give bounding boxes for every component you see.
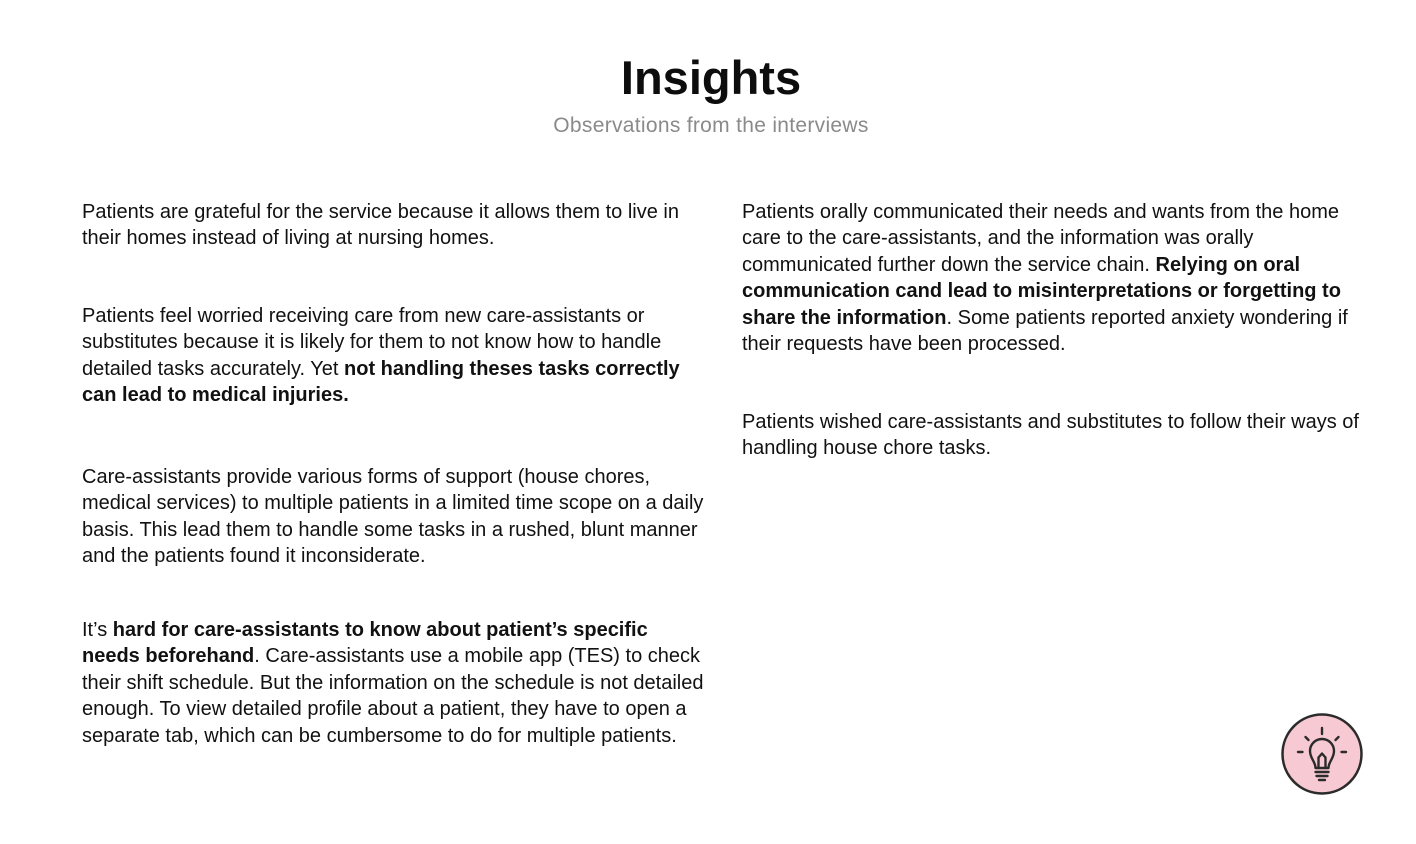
insight-badge	[1281, 713, 1363, 795]
insight-paragraph-5	[742, 199, 1372, 357]
insight-paragraph-3	[82, 464, 707, 570]
insight-paragraph-1	[82, 199, 707, 252]
insight-5-emphasis: Relying on oral communication cand lead to misinterpretations or forgetting to share the information	[742, 253, 1341, 329]
insight-paragraph-6	[742, 409, 1372, 462]
insight-5-text: . Some patients reported anxiety wondering if their requests have been processed.	[742, 306, 1348, 356]
insight-2-emphasis: not handling theses tasks correctly can lead to medical injuries.	[82, 357, 680, 407]
insight-5-lead: Patients orally communicated their needs and wants from the home care to the care-assistants, and the information was orally communicated further down the service chain.	[742, 201, 1339, 276]
insight-4-text: . Care-assistants use a mobile app (TES) to check their shift schedule. But the information on the schedule is not detailed enough. To view detailed profile about a patient, they have to open a separate tab, which can be cumbersome to do for multiple patients.	[82, 645, 704, 747]
insight-1-text: Patients are grateful for the service because it allows them to live in their homes instead of living at nursing homes.	[82, 201, 679, 250]
page-title: Insights	[620, 51, 802, 104]
insight-6-text: Patients wished care-assistants and substitutes to follow their ways of handling house chore tasks.	[742, 411, 1359, 460]
insight-paragraph-2	[82, 303, 707, 409]
insight-paragraph-4	[82, 617, 707, 749]
insight-4-lead: It’s	[82, 619, 113, 641]
insight-4-emphasis: hard for care-assistants to know about patient’s specific needs beforehand	[82, 619, 648, 668]
lightbulb-icon	[1281, 713, 1363, 795]
insight-3-text: Care-assistants provide various forms of support (house chores, medical services) to multiple patients in a limited time scope on a daily basis. This lead them to handle some tasks in a rushed, blunt manner and the patients found it inconsiderate.	[82, 466, 704, 568]
page-subtitle: Observations from the interviews	[553, 114, 869, 137]
insight-2-text: Patients feel worried receiving care from new care-assistants or substitutes because it is likely for them to not know how to handle detailed tasks accurately. Yet	[82, 305, 662, 380]
